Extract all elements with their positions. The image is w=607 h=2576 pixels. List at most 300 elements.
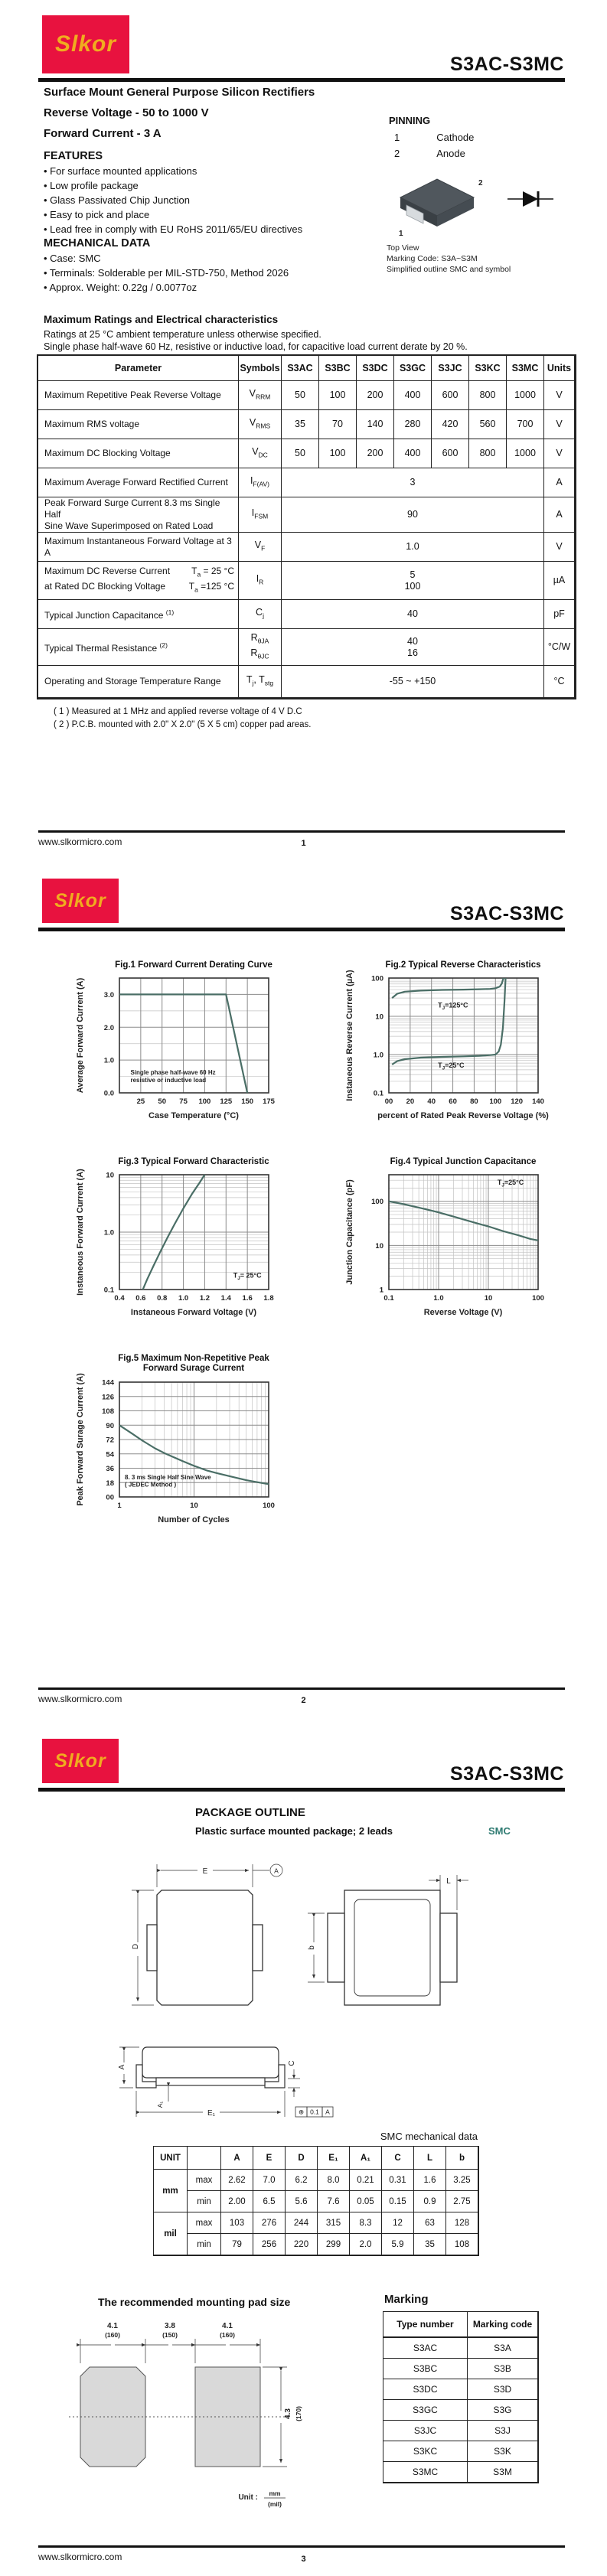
x-tick-label: 40 [427,1097,436,1106]
parameter-condition: $T_a = 25$ °C [191,566,234,579]
mech-header-cell: E [253,2147,286,2170]
mech-value-cell: 63 [414,2212,446,2234]
chart-title: Fig.5 Maximum Non-Repetitive Peak [118,1354,269,1363]
mech-value-cell: 220 [286,2234,318,2255]
ratings-value-cell: 50 [282,381,319,410]
x-tick-label: 1.0 [178,1294,189,1303]
chart-annotation: $T_J=25^\circ C$ [438,1061,465,1071]
pad-left [80,2367,145,2467]
y-tick-label: 90 [106,1421,114,1430]
x-tick-label: 10 [190,1502,198,1510]
ratings-value-cell [282,600,544,629]
x-tick-label: 1.6 [242,1294,253,1303]
y-axis-label: Junction Capacitance (pF) [345,1179,354,1285]
y-tick-label: 0.1 [373,1089,383,1098]
pin-number: 2 [394,148,400,159]
y-tick-label: 2.0 [103,1023,114,1032]
ratings-symbol-cell [239,439,282,468]
top-view [147,1890,263,2005]
x-tick-label: 10 [484,1294,493,1303]
brand-logo [42,15,129,73]
ratings-value-cell [282,497,544,533]
mech-table [153,2146,479,2256]
mech-value-cell: 2.75 [446,2191,478,2212]
value-line: 100 [404,580,421,592]
pin2-label: 2 [478,179,483,187]
feature-item: • Lead free in comply with EU RoHS 2011/65/EU directives [44,223,303,235]
marking-type-cell: S3MC [383,2462,468,2483]
dim-D-label: D [132,1943,140,1950]
value-line: 40 [407,608,418,619]
pad-dim-mm: 4.1 [222,2322,233,2330]
ratings-value-cell: 400 [394,381,432,410]
package-note: Top View [387,243,419,253]
ratings-header-cell: S3GC [394,356,432,381]
chart-annotation: resistive or inductive load [130,1076,207,1084]
ratings-header-cell: Parameter [38,356,239,381]
mounting-pad-drawing [65,2317,318,2512]
parameter-line: Operating and Storage Temperature Range [44,676,221,686]
smc-package-drawing [387,170,578,240]
marking-type-cell: S3KC [383,2441,468,2462]
marking-header-cell: Type number [383,2312,468,2338]
value-line: 5 [410,569,416,580]
dim-E1-label: E₁ [207,2109,216,2118]
mechanical-heading: MECHANICAL DATA [44,237,151,249]
ratings-unit-cell: µA [544,562,575,600]
ratings-header-cell: Symbols [239,356,282,381]
dim-E-label: E [202,1867,208,1876]
x-axis-label: percent of Rated Peak Reverse Voltage (%) [377,1111,549,1120]
ratings-symbol-cell [239,562,282,600]
x-tick-label: 25 [136,1097,145,1106]
mech-header-cell: b [446,2147,478,2170]
ratings-unit-cell: °C/W [544,629,575,666]
symbol-line: $I_{F(AV)}$ [250,474,270,488]
ratings-symbol-cell [239,497,282,533]
mech-value-cell: 2.62 [221,2170,253,2191]
marking-type-cell: S3AC [383,2338,468,2359]
package-outline-drawing [100,1852,505,2128]
tolerance-datum: A [325,2108,330,2116]
symbol-line: $V_{RMS}$ [249,416,271,430]
mech-value-cell: 276 [253,2212,286,2234]
ratings-value-cell: 100 [319,381,357,410]
pin-number: 1 [394,132,400,143]
footer-website: www.slkormicro.com [38,2552,122,2562]
mechanical-list [44,251,289,295]
parameter-condition: $T_a =125$ °C [188,580,234,593]
ratings-symbol-cell [239,410,282,439]
chart-title: Fig.3 Typical Forward Characteristic [118,1157,269,1166]
brand-logo [42,879,119,923]
symbol-line: $V_F$ [254,539,266,553]
ratings-unit-cell: V [544,439,575,468]
mech-minmax-cell: max [188,2170,221,2191]
symbol-line: $V_{DC}$ [252,445,268,459]
ratings-condition: Ratings at 25 °C ambient temperature unless otherwise specified. [44,329,321,340]
y-tick-label: 1.0 [103,1056,114,1065]
page-title: S3AC-S3MC [450,54,564,75]
value-line: 16 [407,647,418,658]
chart-fig4 [337,1152,589,1347]
subtitle-line: Reverse Voltage - 50 to 1000 V [44,106,209,119]
y-axis-label: Instaneous Forward Current (A) [76,1169,85,1296]
footer-rule [38,2545,565,2548]
ratings-header-cell: Units [544,356,575,381]
feature-item: • Easy to pick and place [44,209,150,220]
symbol-line: $R_{\theta JA}$ [250,632,269,645]
footnote: ( 2 ) P.C.B. mounted with 2.0" X 2.0" (5 X 5 cm) copper pad areas. [54,720,312,729]
plot-border [389,978,538,1093]
value-line: 40 [407,635,418,647]
x-tick-label: 0.4 [114,1294,125,1303]
y-tick-label: 0.1 [103,1286,114,1295]
y-axis-label: Instaneous Reverse Current (µA) [345,970,354,1101]
mech-value-cell: 128 [446,2212,478,2234]
header-rule [38,928,565,931]
mech-value-cell: 1.6 [414,2170,446,2191]
mech-value-cell: 0.9 [414,2191,446,2212]
ratings-symbol-cell [239,468,282,497]
subtitle-line: Surface Mount General Purpose Silicon Rectifiers [44,86,315,99]
ratings-symbol-cell [239,381,282,410]
ratings-unit-cell: pF [544,600,575,629]
chart-title: Fig.1 Forward Current Derating Curve [115,960,272,970]
parameter-line: Maximum RMS voltage [44,419,140,429]
pin1-label: 1 [399,230,403,238]
x-tick-label: 1.8 [263,1294,274,1303]
x-tick-label: 60 [449,1097,457,1106]
parameter-line: Typical Junction Capacitance $^{(1)}$ [44,608,175,621]
pad-dim-mm: 3.8 [165,2322,175,2330]
mech-value-cell: 256 [253,2234,286,2255]
ratings-value-cell: 280 [394,410,432,439]
package-note: Simplified outline SMC and symbol [387,265,511,274]
feature-item: • Low profile package [44,180,139,191]
x-tick-label: 0.1 [383,1294,394,1303]
datum-A-label: A [274,1867,279,1875]
y-axis-label: Peak Forward Surage Current (A) [76,1373,85,1506]
header-rule [38,78,565,82]
ratings-value-cell [282,533,544,562]
page-number: 1 [301,839,306,848]
ratings-header-cell: S3DC [357,356,394,381]
y-tick-label: 1 [379,1286,383,1295]
y-tick-label: 126 [102,1393,114,1402]
chart-annotation: 8. 3 ms Single Half Sine Wave [125,1474,211,1482]
marking-table [383,2311,539,2483]
package-outline-heading: PACKAGE OUTLINE [195,1806,305,1819]
y-tick-label: 100 [371,1198,383,1207]
ratings-symbol-cell [239,533,282,562]
ratings-parameter-cell [38,497,239,533]
parameter-line [44,581,234,595]
x-axis-label: Number of Cycles [158,1515,230,1524]
mech-value-cell: 7.0 [253,2170,286,2191]
feature-item: • For surface mounted applications [44,165,197,177]
footer-rule [38,830,565,833]
mech-value-cell: 12 [382,2212,414,2234]
ratings-value-cell: 600 [432,381,469,410]
x-tick-label: 20 [406,1097,415,1106]
chart-annotation: $T_J=125^\circ C$ [438,1001,468,1011]
y-tick-label: 100 [371,974,383,983]
parameter-line: Maximum Repetitive Peak Reverse Voltage [44,390,221,400]
parameter-line: Sine Wave Superimposed on Rated Load [44,520,214,531]
mech-header-cell [188,2147,221,2170]
marking-heading: Marking [384,2293,429,2306]
x-tick-label: 0.8 [157,1294,168,1303]
feature-item: • Glass Passivated Chip Junction [44,194,190,206]
ratings-unit-cell: V [544,381,575,410]
footer-website: www.slkormicro.com [38,1694,122,1704]
ratings-value-cell [282,629,544,666]
ratings-value-cell: 140 [357,410,394,439]
y-tick-label: 00 [106,1493,114,1502]
dim-C-label: C [288,2060,296,2066]
mech-value-cell: 299 [318,2234,350,2255]
mech-value-cell: 2.0 [350,2234,382,2255]
y-tick-label: 10 [375,1241,383,1251]
ratings-value-cell: 50 [282,439,319,468]
parameter-text: at Rated DC Blocking Voltage [44,580,166,592]
marking-code-cell: S3M [468,2462,538,2483]
ratings-table [37,354,576,699]
brand-logo [42,1739,119,1783]
ratings-header-cell: S3BC [319,356,357,381]
mech-value-cell: 2.00 [221,2191,253,2212]
mech-value-cell: 0.21 [350,2170,382,2191]
x-tick-label: 100 [489,1097,502,1106]
marking-code-cell: S3K [468,2441,538,2462]
ratings-value-cell: 700 [507,410,544,439]
marking-code-cell: S3G [468,2400,538,2421]
footer-website: www.slkormicro.com [38,836,122,847]
x-tick-label: 1.2 [199,1294,210,1303]
chart-annotation: ( JEDEC Method ) [125,1481,177,1489]
page-number: 2 [301,1696,306,1705]
ratings-value-cell: 1000 [507,439,544,468]
package-outline-subheading: Plastic surface mounted package; 2 leads [195,1825,393,1837]
y-tick-label: 10 [375,1012,383,1022]
pad-unit-numerator: mm [269,2490,281,2497]
mech-value-cell: 6.2 [286,2170,318,2191]
value-line: -55 ~ +150 [389,676,436,686]
value-line: 90 [407,509,418,520]
chart-fig3 [67,1152,320,1347]
mech-header-cell: L [414,2147,446,2170]
bottom-view [328,1890,457,2005]
ratings-value-cell: 800 [469,439,507,468]
fig2-svg [337,955,589,1146]
mechanical-item: • Case: SMC [44,253,101,264]
mech-unit-cell: mm [154,2170,188,2212]
ratings-value-cell [282,666,544,698]
ratings-parameter-cell [38,666,239,698]
ratings-unit-cell: V [544,410,575,439]
pad-dim-side-mm: 4.3 [284,2408,292,2419]
mech-value-cell: 0.15 [382,2191,414,2212]
ratings-parameter-cell [38,629,239,666]
ratings-value-cell: 800 [469,381,507,410]
side-view [136,2047,285,2088]
footnote: ( 1 ) Measured at 1 MHz and applied reverse voltage of 4 V D.C [54,707,302,716]
ratings-condition: Single phase half-wave 60 Hz, resistive or inductive load, for capacitive load current derate by 20 %. [44,341,468,352]
chart-title: Forward Surage Current [142,1364,245,1373]
chart-fig5 [67,1348,320,1570]
marking-code-cell: S3J [468,2421,538,2441]
x-tick-label: 120 [511,1097,524,1106]
y-tick-label: 3.0 [103,990,114,999]
mech-value-cell: 3.25 [446,2170,478,2191]
parameter-text: Maximum DC Reverse Current [44,566,171,577]
ratings-value-cell: 560 [469,410,507,439]
mech-header-cell: D [286,2147,318,2170]
x-tick-label: 100 [263,1502,275,1510]
mech-value-cell: 35 [414,2234,446,2255]
symbol-line: $I_R$ [256,572,264,586]
marking-type-cell: S3BC [383,2359,468,2379]
ratings-parameter-cell [38,439,239,468]
mech-header-cell: C [382,2147,414,2170]
pin-row [394,132,532,143]
y-tick-label: 54 [106,1450,114,1459]
x-tick-label: 140 [532,1097,544,1106]
features-list [44,164,302,236]
mech-minmax-cell: max [188,2212,221,2234]
y-tick-label: 108 [102,1407,114,1416]
mech-value-cell: 6.5 [253,2191,286,2212]
marking-code-cell: S3A [468,2338,538,2359]
x-tick-label: 0.6 [135,1294,146,1303]
ratings-heading: Maximum Ratings and Electrical characteristics [44,314,279,325]
y-axis-label: Average Forward Current (A) [76,977,85,1094]
mech-value-cell: 315 [318,2212,350,2234]
x-tick-label: 125 [220,1097,233,1106]
series-TJ=125°C [392,978,504,998]
diode-symbol-icon [507,191,553,207]
value-line: 1.0 [406,541,419,552]
parameter-line [44,566,234,580]
package-note: Marking Code: S3A~S3M [387,254,478,263]
chart-annotation: $T_J=25^\circ C$ [497,1178,524,1189]
y-tick-label: 144 [102,1378,114,1387]
dim-b-label: b [308,1945,316,1950]
mech-header-cell: A₁ [350,2147,382,2170]
x-axis-label: Instaneous Forward Voltage (V) [130,1308,257,1317]
y-tick-label: 0.0 [103,1089,114,1098]
marking-header-cell: Marking code [468,2312,538,2338]
ratings-value-cell: 35 [282,410,319,439]
mech-value-cell: 5.6 [286,2191,318,2212]
brand-logo-text: Slkor [54,889,106,911]
page-number: 3 [301,2555,306,2564]
fig5-svg [67,1348,320,1567]
brand-logo-text: Slkor [54,31,117,57]
ratings-value-cell [282,468,544,497]
mech-header-cell: UNIT [154,2147,188,2170]
symbol-line: $I_{FSM}$ [251,507,269,520]
mechanical-item: • Approx. Weight: 0.22g / 0.0077oz [44,282,197,293]
fig4-svg [337,1152,589,1343]
dim-L-label: L [446,1877,451,1886]
ratings-header-cell: S3AC [282,356,319,381]
mech-value-cell: 5.9 [382,2234,414,2255]
symbol-line: $T_j$, $T_{stg}$ [246,673,274,687]
ratings-symbol-cell [239,666,282,698]
mech-header-cell: E₁ [318,2147,350,2170]
x-tick-label: 1.0 [433,1294,444,1303]
pad-dim-mil: (160) [105,2331,120,2339]
ratings-value-cell: 200 [357,381,394,410]
pad-dim-mil: (160) [220,2331,235,2339]
mech-header-cell: A [221,2147,253,2170]
subtitle-line: Forward Current - 3 A [44,127,162,140]
mech-minmax-cell: min [188,2234,221,2255]
y-tick-label: 72 [106,1436,114,1445]
parameter-line: Peak Forward Surge Current 8.3 ms Single Half [44,497,220,520]
ratings-unit-cell: A [544,497,575,533]
ratings-value-cell [282,562,544,600]
x-tick-label: 175 [263,1097,275,1106]
pin-name: Anode [436,148,465,159]
parameter-line: Maximum Average Forward Rectified Current [44,477,228,487]
chart-annotation: Single phase half-wave 60 Hz [130,1069,216,1076]
x-tick-label: 75 [179,1097,188,1106]
ratings-value-cell: 100 [319,439,357,468]
chart-fig2 [337,955,589,1150]
dim-A1-label: A₁ [156,2101,164,2108]
ratings-parameter-cell [38,533,239,562]
pad-dim-side-mil: (170) [295,2406,302,2421]
chart-title: Fig.2 Typical Reverse Characteristics [385,960,541,970]
pad-unit-denominator: (mil) [268,2500,282,2508]
page-title: S3AC-S3MC [450,1763,564,1785]
marking-type-cell: S3DC [383,2379,468,2400]
y-tick-label: 18 [106,1479,114,1488]
chart-fig1 [67,955,320,1150]
series-TJ=25°C [389,1202,538,1241]
footer-rule [38,1687,565,1690]
marking-type-cell: S3GC [383,2400,468,2421]
tolerance-value: 0.1 [310,2108,319,2116]
ratings-value-cell: 600 [432,439,469,468]
marking-type-cell: S3JC [383,2421,468,2441]
mech-unit-cell: mil [154,2212,188,2255]
pad-dim-mm: 4.1 [107,2322,118,2330]
pad-right [195,2367,260,2467]
parameter-line: Maximum Instantaneous Forward Voltage at 3 A [44,535,232,558]
parameter-line: Typical Thermal Resistance $^{(2)}$ [44,641,168,654]
mech-value-cell: 244 [286,2212,318,2234]
mech-value-cell: 8.3 [350,2212,382,2234]
features-heading: FEATURES [44,150,103,162]
mechanical-item: • Terminals: Solderable per MIL-STD-750, Method 2026 [44,267,289,279]
symbol-line: $V_{RRM}$ [249,387,271,401]
fig1-svg [67,955,320,1146]
mech-value-cell: 108 [446,2234,478,2255]
pin-row [394,148,532,159]
x-axis-label: Case Temperature (°C) [148,1111,239,1120]
ratings-value-cell: 420 [432,410,469,439]
package-name-badge: SMC [488,1825,511,1837]
x-tick-label: 100 [198,1097,211,1106]
x-tick-label: 50 [158,1097,167,1106]
mech-value-cell: 7.6 [318,2191,350,2212]
ratings-header-cell: S3KC [469,356,507,381]
ratings-header-cell: S3JC [432,356,469,381]
